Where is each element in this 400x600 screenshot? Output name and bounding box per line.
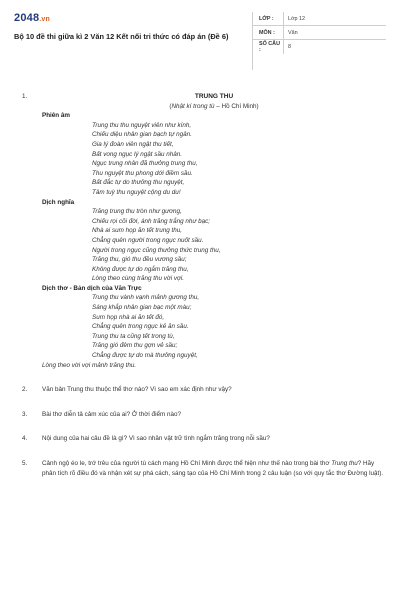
poem-line: Bất vong ngục lý ngật sầu nhân. — [92, 150, 182, 158]
source-book: Nhật kí trong tù — [171, 102, 215, 110]
spacer — [14, 444, 386, 459]
header-left — [14, 12, 252, 70]
logo-suffix: .vn — [39, 16, 50, 23]
meta-value: 8 — [283, 40, 386, 54]
poem-dich-tho — [42, 293, 386, 360]
poem-line: Trăng trung thu tròn như gương, — [92, 208, 182, 216]
poem-line: Trăng gió đêm thu gợn vẻ sầu; — [92, 342, 178, 350]
question-number: 5. — [22, 460, 28, 467]
poem-line: Lòng theo cùng trăng thu vời vợi. — [92, 275, 184, 283]
poem-last-line: Lòng theo vời vợi mảnh trăng thu. — [42, 361, 137, 369]
poem-line: Người trong ngục cũng thưởng thức trung thu, — [92, 246, 221, 254]
meta-row-subject — [253, 26, 386, 40]
poem-line: Trung thu vành vạnh mảnh gương thu, — [92, 294, 200, 302]
poem-title: TRUNG THU — [194, 93, 234, 100]
question-number: 4. — [22, 435, 28, 443]
question-number: 3. — [22, 410, 28, 418]
spacer — [14, 419, 386, 434]
document-header — [14, 12, 386, 70]
question-3 — [14, 410, 386, 420]
spacer — [14, 395, 386, 410]
logo-main: 2048 — [14, 12, 40, 24]
poem-line: Chiếu diệu nhân gian bạch tự ngân. — [92, 131, 192, 139]
question-text — [42, 459, 386, 478]
poem-line: Chẳng quên người trong ngục nuốt sầu. — [92, 236, 204, 244]
poem-line: Sáng khắp nhân gian bạc một màu; — [92, 304, 192, 312]
meta-table — [252, 12, 386, 70]
meta-key: SỐ CÂU : — [259, 41, 280, 53]
poem-name: Trung thu — [331, 460, 358, 467]
section-heading-phien-am: Phiên âm — [42, 112, 70, 120]
poem-source — [42, 102, 386, 112]
question-text: Nội dung của hai câu đề là gì? Vì sao nhân vật trữ tình ngắm trăng trong nỗi sầu? — [42, 435, 270, 443]
source-open: ( — [169, 102, 172, 110]
spacer — [14, 370, 386, 385]
poem-line: Chẳng được tự do mà thưởng nguyệt, — [92, 352, 198, 360]
question-1 — [14, 92, 386, 370]
poem-line: Sum họp nhà ai ăn tết đó, — [92, 313, 165, 321]
question-text-part: Cảnh ngộ éo le, trớ trêu của người tù cách mạng Hồ Chí Minh được thể hiện như thế nào trong bài thơ — [42, 460, 332, 467]
poem-line: Trăng thu, gió thu đều vương sầu; — [92, 256, 187, 264]
poem-line: Nhà ai sum họp ăn tết trung thu, — [92, 227, 182, 235]
meta-value: Văn — [283, 26, 386, 39]
question-text-part: ? Hãy phân tích rõ điều đó và nhận xét sự phá cách, sáng tạo của Hồ Chí Minh trong 2 câu luận (so với quy tắc thơ Đường luật). — [42, 460, 384, 477]
poem-line: Không được tự do ngắm trăng thu, — [92, 265, 189, 273]
poem-line: Trung thu thu nguyệt viên như kính, — [92, 121, 192, 129]
poem-line: Chiếu rọi cõi đời, ánh trăng trắng như bạc; — [92, 217, 211, 225]
question-number: 2. — [22, 386, 28, 394]
poem-line: Ngục trung nhân đã thưởng trung thu, — [92, 160, 198, 168]
source-author: – Hồ Chí Minh) — [214, 102, 259, 110]
question-5 — [14, 459, 386, 478]
question-text: Bài thơ diễn tả cảm xúc của ai? Ở thời điểm nào? — [42, 410, 181, 418]
question-text: Văn bản Trung thu thuộc thể thơ nào? Vì sao em xác định như vậy? — [42, 386, 232, 394]
poem-line: Tâm tuỳ thu nguyệt cộng du du! — [92, 188, 181, 196]
poem-line: Chẳng quên trong ngục kẻ ăn sầu. — [92, 323, 189, 331]
section-heading-dich-tho: Dịch thơ - Bản dịch của Văn Trực — [42, 284, 142, 292]
meta-value: Lớp 12 — [283, 12, 386, 25]
meta-key: MÔN : — [259, 29, 275, 36]
question-4 — [14, 434, 386, 444]
poem-line: Gia lý đoàn viên ngật thu tiết, — [92, 140, 174, 148]
question-list — [14, 92, 386, 478]
poem-dich-nghia — [42, 207, 386, 284]
section-heading-dich-nghia: Dịch nghĩa — [42, 198, 75, 206]
question-body — [42, 92, 386, 370]
poem-line: Bất đắc tự do thưởng thu nguyệt, — [92, 179, 185, 187]
site-logo[interactable] — [14, 12, 244, 26]
question-number: 1. — [22, 93, 28, 100]
meta-row-class — [253, 12, 386, 26]
meta-row-question-count — [253, 40, 386, 54]
question-2 — [14, 385, 386, 395]
poem-line: Trung thu ta cũng tết trong tù, — [92, 332, 175, 340]
poem-line: Thu nguyệt thu phong dới điềm sầu. — [92, 169, 193, 177]
document-title: Bộ 10 đề thi giữa kì 2 Văn 12 Kết nối tri thức có đáp án (Đề 6) — [14, 32, 229, 41]
poem-phien-am — [42, 121, 386, 198]
meta-key: LỚP : — [259, 15, 274, 22]
